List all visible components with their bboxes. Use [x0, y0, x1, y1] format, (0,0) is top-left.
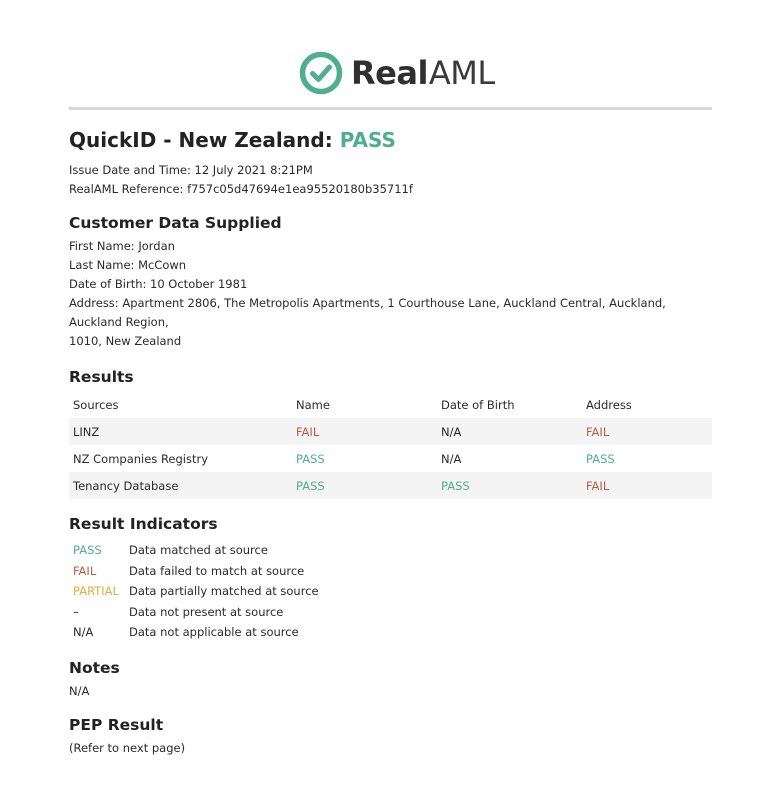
pep-text: (Refer to next page)	[69, 740, 186, 755]
indicator-code: FAIL	[73, 563, 97, 578]
reference-value: f757c05d47694e1ea95520180b35711f	[187, 182, 413, 196]
pep-heading: PEP Result	[69, 715, 164, 734]
reference	[69, 180, 712, 199]
table-row	[69, 418, 712, 445]
indicators-heading: Result Indicators	[69, 515, 218, 533]
row-address-result: PASS	[586, 451, 615, 466]
customer-heading: Customer Data Supplied	[69, 214, 282, 232]
table-row	[69, 445, 712, 472]
check-circle-icon	[299, 51, 343, 95]
address-line-2: 1010, New Zealand	[69, 334, 182, 348]
header-divider	[69, 107, 712, 110]
date-of-birth: Date of Birth: 10 October 1981	[69, 277, 248, 291]
indicators-section	[69, 513, 712, 643]
row-name-result: PASS	[296, 451, 325, 466]
indicator-text: Data failed to match at source	[129, 563, 305, 578]
customer-section	[69, 212, 712, 351]
row-name-result: FAIL	[292, 418, 437, 445]
notes-heading: Notes	[69, 658, 120, 677]
report-title	[69, 126, 712, 154]
brand-name-regular: AML	[428, 54, 495, 92]
indicator-code: N/A	[73, 625, 94, 639]
issue-value: 12 July 2021 8:21PM	[194, 163, 313, 177]
report-title-text: QuickID - New Zealand:	[69, 128, 333, 152]
col-sources: Sources	[73, 398, 119, 412]
row-dob-result: N/A	[437, 418, 582, 445]
list-item	[69, 540, 712, 561]
reference-label: RealAML Reference:	[69, 182, 184, 196]
results-heading: Results	[69, 368, 134, 386]
row-source: LINZ	[69, 418, 292, 445]
pep-section	[69, 714, 712, 758]
last-name: Last Name: McCown	[69, 258, 187, 272]
brand-logo	[299, 50, 495, 96]
report-content	[69, 126, 712, 758]
first-name: First Name: Jordan	[69, 239, 175, 253]
issue-date	[69, 161, 712, 180]
address-line-1: Address: Apartment 2806, The Metropolis Apartments, 1 Courthouse Lane, Auckland Central, Auckland, Auckland Region,	[69, 296, 666, 329]
report-status: PASS	[339, 128, 396, 152]
indicator-code: PARTIAL	[73, 584, 119, 598]
list-item	[69, 622, 712, 643]
results-header-row	[69, 392, 712, 418]
indicator-text: Data partially matched at source	[129, 584, 319, 598]
indicator-text: Data not present at source	[129, 604, 284, 619]
indicator-code: PASS	[73, 543, 102, 557]
brand-name-bold: Real	[351, 54, 428, 92]
results-table	[69, 392, 712, 499]
row-address-result: FAIL	[582, 472, 712, 499]
indicator-text: Data matched at source	[129, 543, 268, 557]
table-row	[69, 472, 712, 499]
results-section	[69, 366, 712, 499]
indicator-text: Data not applicable at source	[129, 625, 299, 639]
indicator-code: –	[73, 604, 79, 619]
report-meta	[69, 161, 712, 199]
row-dob-result: N/A	[441, 451, 462, 466]
row-address-result: FAIL	[582, 418, 712, 445]
brand-wordmark	[351, 50, 495, 96]
list-item	[69, 561, 712, 582]
row-dob-result: PASS	[437, 472, 582, 499]
row-name-result: PASS	[292, 472, 437, 499]
col-name: Name	[296, 398, 330, 412]
notes-text: N/A	[69, 683, 90, 698]
row-source: Tenancy Database	[69, 472, 292, 499]
notes-section	[69, 657, 712, 701]
issue-label: Issue Date and Time:	[69, 163, 191, 177]
indicators-legend	[69, 540, 712, 643]
col-dob: Date of Birth	[441, 398, 515, 412]
list-item	[69, 581, 712, 602]
row-source: NZ Companies Registry	[73, 451, 209, 466]
col-address: Address	[586, 398, 632, 412]
list-item	[69, 602, 712, 623]
